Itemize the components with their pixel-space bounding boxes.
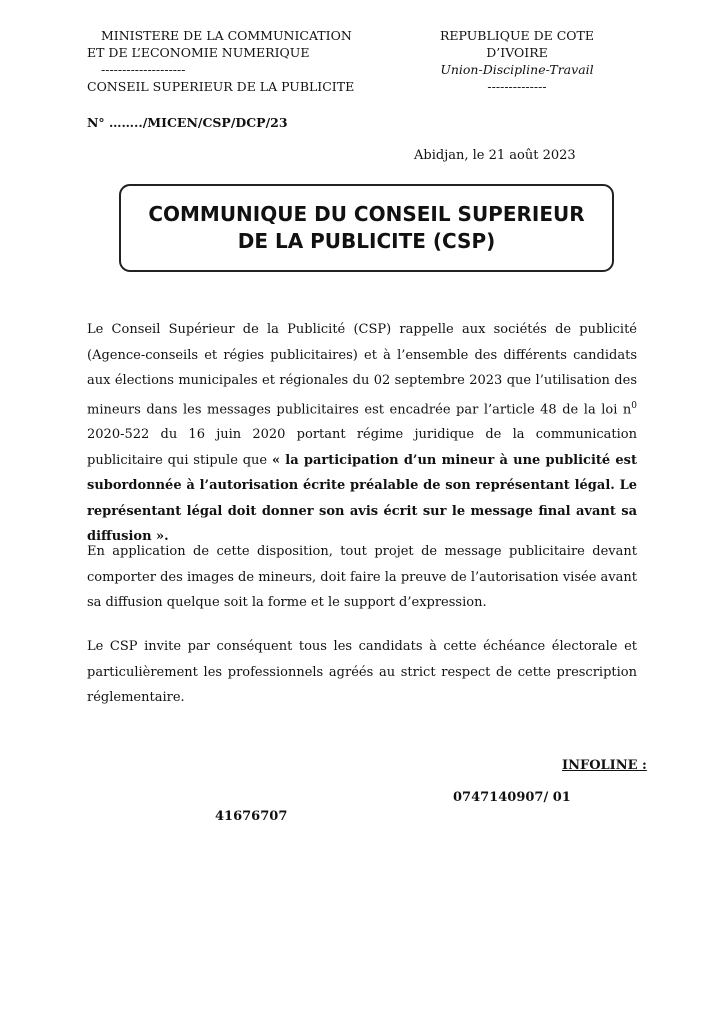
title-line-1: COMMUNIQUE DU CONSEIL SUPERIEUR [148, 202, 585, 226]
paragraph-1-superscript: 0 [631, 400, 637, 411]
ministry-line-2: ET DE L’ECONOMIE NUMERIQUE [87, 45, 310, 60]
infoline-label: INFOLINE : [562, 758, 647, 773]
paragraph-3: Le CSP invite par conséquent tous les candidats à cette échéance électorale et particulièrement les professionnels agréés au strict respect de cette prescription réglementaire. [87, 639, 637, 705]
republic-separator: -------------- [487, 79, 547, 94]
title-line-2: DE LA PUBLICITE (CSP) [237, 229, 496, 253]
title-box [119, 184, 614, 272]
document-date: Abidjan, le 21 août 2023 [414, 148, 576, 163]
ministry-line-1: MINISTERE DE LA COMMUNICATION [101, 28, 352, 43]
paragraph-1 [87, 317, 637, 550]
infoline-phone-1: 0747140907/ 01 [453, 790, 571, 805]
ministry-separator: -------------------- [101, 62, 186, 77]
council-name: CONSEIL SUPERIEUR DE LA PUBLICITE [87, 79, 355, 94]
ministry-header [87, 27, 352, 78]
reference-number: N° ……../MICEN/CSP/DCP/23 [87, 115, 288, 130]
document-title [148, 201, 584, 255]
paragraph-2: En application de cette disposition, tout projet de message publicitaire devant comporter des images de mineurs, doit faire la preuve de l’autorisation visée avant sa diffusion quelque soit la forme et le support d’expression. [87, 544, 637, 610]
paragraph-1-quote: « la participation d’un mineur à une publicité est subordonnée à l’autorisation écrite préalable de son représentant légal. Le représentant légal doit donner son avis écrit sur le message final avant sa diffusion ». [87, 452, 637, 545]
paragraph-1-text-cont: 2020-522 du 16 juin 2020 portant régime juridique de la communication publicitaire qui stipule que [87, 427, 637, 468]
paragraph-1-text: Le Conseil Supérieur de la Publicité (CSP) rappelle aux sociétés de publicité (Agence-conseils et régies publicitaires) et à l’ensemble des différents candidats aux élections municipales et régionales du 02 septembre 2023 que l’utilisation des mineurs dans les messages publicitaires est encadrée par l’article 48 de la loi n [87, 322, 637, 417]
republic-motto: Union-Discipline-Travail [440, 62, 594, 77]
infoline-phone-2: 41676707 [215, 809, 288, 824]
republic-header [412, 27, 622, 95]
republic-name: REPUBLIQUE DE COTE D’IVOIRE [440, 28, 594, 60]
